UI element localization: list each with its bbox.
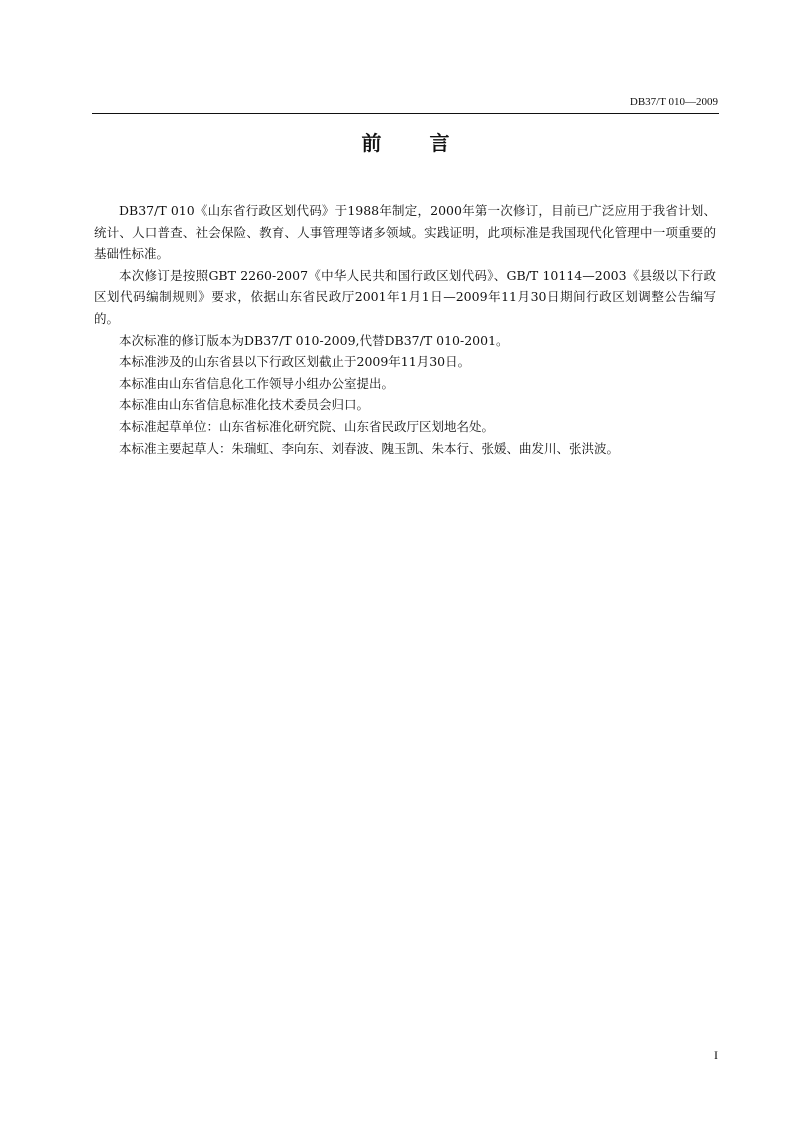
title-char-1: 前 xyxy=(361,131,382,155)
header-divider xyxy=(92,113,719,114)
page-title xyxy=(92,130,719,156)
paragraph-history: DB37/T 010《山东省行政区划代码》于1988年制定，2000年第一次修订，目前已广泛应用于我省计划、统计、人口普查、社会保险、教育、人事管理等诸多领域。实践证明，此项标准是我国现代化管理中一项重要的基础性标准。 xyxy=(94,203,716,262)
title-char-2: 言 xyxy=(429,131,450,155)
foreword-body xyxy=(94,200,716,459)
standard-code-header: DB37/T 010—2009 xyxy=(629,96,718,108)
paragraph-drafters: 本标准主要起草人：朱瑞虹、李向东、刘春波、隗玉凯、朱本行、张媛、曲发川、张洪波。 xyxy=(119,440,620,456)
paragraph-version: 本次标准的修订版本为DB37/T 010-2009,代替DB37/T 010-2001。 xyxy=(119,332,509,348)
paragraph-cutoff-date: 本标准涉及的山东省县以下行政区划截止于2009年11月30日。 xyxy=(119,354,471,370)
paragraph-drafting-units: 本标准起草单位：山东省标准化研究院、山东省民政厅区划地名处。 xyxy=(119,418,495,434)
paragraph-revision-basis: 本次修订是按照GBT 2260-2007《中华人民共和国行政区划代码》、GB/T 10114—2003《县级以下行政区划代码编制规则》要求，依据山东省民政厅2001年1月1日—2009年11月30日期间行政区划调整公告编写的。 xyxy=(94,267,716,326)
paragraph-committee: 本标准由山东省信息标准化技术委员会归口。 xyxy=(119,397,370,413)
page-number: I xyxy=(714,1048,718,1062)
paragraph-proposer: 本标准由山东省信息化工作领导小组办公室提出。 xyxy=(119,375,395,391)
